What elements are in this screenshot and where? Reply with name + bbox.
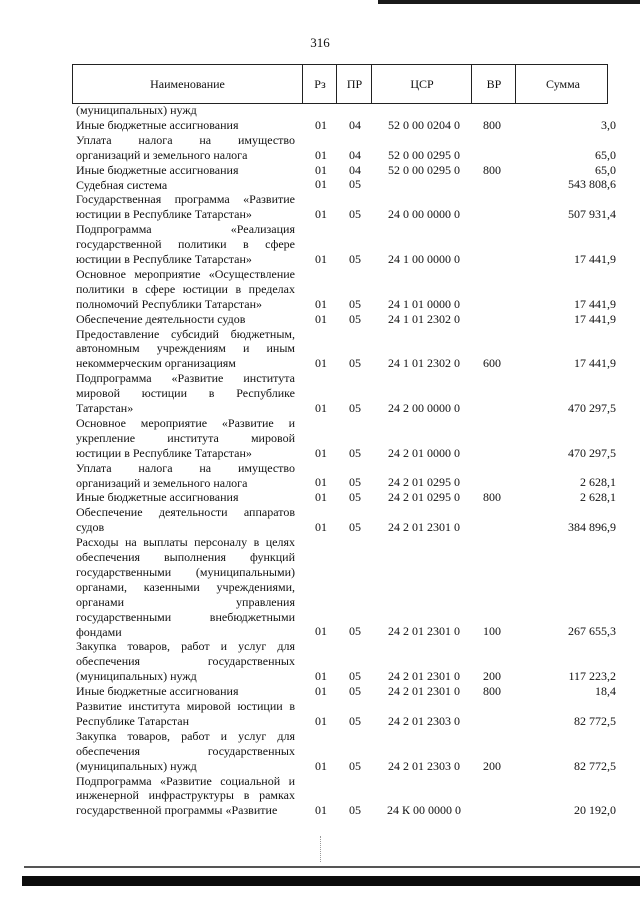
row-pr: 04: [349, 147, 361, 162]
row-name-line: (муниципальных) нужд: [76, 669, 197, 684]
row-csr: 52 0 00 0204 0: [388, 117, 460, 132]
row-name-line: инженерной инфраструктуры в рамках: [76, 788, 295, 803]
row-vr: 800: [483, 490, 501, 505]
row-csr: 24 2 01 2301 0: [388, 669, 460, 684]
table-row: [76, 699, 616, 729]
row-name-line: Иные бюджетные ассигнования: [76, 490, 239, 505]
row-sum: 17 441,9: [574, 296, 616, 311]
row-rz: 01: [315, 669, 327, 684]
row-name-line: фондами: [76, 624, 122, 639]
row-vr: 800: [483, 684, 501, 699]
row-csr: 24 2 01 0295 0: [388, 475, 460, 490]
row-name: [76, 103, 295, 118]
row-pr: 05: [349, 713, 361, 728]
row-name-line: судов: [76, 520, 105, 535]
row-csr: 52 0 00 0295 0: [388, 147, 460, 162]
row-pr: 05: [349, 684, 361, 699]
header-name: Наименование: [150, 77, 225, 91]
table-row: [76, 267, 616, 312]
table-row: [76, 192, 616, 222]
row-name: [76, 312, 295, 327]
table-header: [72, 64, 608, 104]
row-name-line: государственными внебюджетными: [76, 609, 295, 624]
row-name-line: государственными (муниципальными): [76, 564, 295, 579]
table-row: [76, 178, 616, 193]
row-rz: 01: [315, 445, 327, 460]
row-name: [76, 461, 295, 491]
row-pr: 05: [349, 490, 361, 505]
row-sum: 18,4: [595, 684, 616, 699]
row-pr: 04: [349, 162, 361, 177]
row-name: [76, 133, 295, 163]
row-name-line: Уплата налога на имущество: [76, 132, 295, 147]
table-row: [76, 461, 616, 491]
row-name-line: автономным учреждениям и иным: [76, 341, 295, 356]
row-rz: 01: [315, 400, 327, 415]
row-sum: 267 655,3: [568, 624, 616, 639]
row-csr: 24 1 01 0000 0: [388, 296, 460, 311]
row-name-line: Обеспечение деятельности аппаратов: [76, 505, 295, 520]
row-pr: 05: [349, 400, 361, 415]
row-name: [76, 192, 295, 222]
row-name: [76, 178, 295, 193]
row-name: [76, 118, 295, 133]
row-sum: 2 628,1: [580, 475, 616, 490]
row-name-line: Подпрограмма «Развитие социальной и: [76, 773, 295, 788]
row-rz: 01: [315, 207, 327, 222]
table-row: [76, 118, 616, 133]
row-name: [76, 505, 295, 535]
row-name-line: Республике Татарстан: [76, 713, 190, 728]
row-sum: 82 772,5: [574, 713, 616, 728]
row-rz: 01: [315, 162, 327, 177]
row-name-line: Уплата налога на имущество: [76, 460, 295, 475]
row-name-line: обеспечения государственных: [76, 743, 295, 758]
row-name-line: Иные бюджетные ассигнования: [76, 117, 239, 132]
row-name-line: органами управления: [76, 594, 295, 609]
row-rz: 01: [315, 624, 327, 639]
row-name: [76, 684, 295, 699]
row-name-line: политики в сфере юстиции в пределах: [76, 281, 295, 296]
row-csr: 24 1 01 2302 0: [388, 356, 460, 371]
header-vr: ВР: [471, 65, 516, 103]
row-name-line: организаций и земельного налога: [76, 475, 248, 490]
row-name-line: (муниципальных) нужд: [76, 103, 197, 117]
row-csr: 24 0 00 0000 0: [388, 207, 460, 222]
row-pr: 05: [349, 445, 361, 460]
header-rz: Рз: [302, 65, 337, 103]
row-name-line: государственной политики в сфере: [76, 237, 295, 252]
row-name-line: Предоставление субсидий бюджетным,: [76, 326, 295, 341]
row-name: [76, 163, 295, 178]
row-name-line: Основное мероприятие «Осуществление: [76, 266, 295, 281]
row-name-line: Обеспечение деятельности судов: [76, 311, 246, 326]
table-row: [76, 371, 616, 416]
row-name-line: (муниципальных) нужд: [76, 758, 197, 773]
row-name: [76, 535, 295, 639]
row-pr: 05: [349, 520, 361, 535]
row-sum: 384 896,9: [568, 520, 616, 535]
row-name-line: Развитие института мировой юстиции в: [76, 699, 295, 713]
row-pr: 05: [349, 296, 361, 311]
header-csr: ЦСР: [371, 65, 472, 103]
header-pr: ПР: [336, 65, 372, 103]
row-vr: 800: [483, 162, 501, 177]
row-name: [76, 327, 295, 372]
bottom-edge-bar: [22, 876, 640, 886]
row-sum: 65,0: [595, 147, 616, 162]
row-name-line: Закупка товаров, работ и услуг для: [76, 639, 295, 654]
table-row: [76, 684, 616, 699]
row-vr: 100: [483, 624, 501, 639]
row-sum: 3,0: [601, 117, 616, 132]
row-sum: 470 297,5: [568, 445, 616, 460]
row-sum: 507 931,4: [568, 207, 616, 222]
header-sum: Сумма: [515, 65, 610, 103]
row-name-line: мировой юстиции в Республике: [76, 386, 295, 401]
table-row: [76, 133, 616, 163]
row-rz: 01: [315, 490, 327, 505]
row-csr: 24 2 01 0295 0: [388, 490, 460, 505]
row-sum: 20 192,0: [574, 803, 616, 818]
row-name-line: некоммерческим организациям: [76, 356, 236, 371]
row-name: [76, 774, 295, 819]
row-rz: 01: [315, 311, 327, 326]
row-csr: 24 2 01 2301 0: [388, 520, 460, 535]
row-csr: 24 2 01 2301 0: [388, 684, 460, 699]
row-name-line: Основное мероприятие «Развитие и: [76, 415, 295, 430]
row-vr: 800: [483, 117, 501, 132]
row-csr: 24 1 01 2302 0: [388, 311, 460, 326]
row-name-line: Расходы на выплаты персоналу в целях: [76, 535, 295, 550]
table-row: [76, 103, 616, 118]
row-sum: 65,0: [595, 162, 616, 177]
row-csr: 24 К 00 0000 0: [386, 803, 461, 818]
row-name: [76, 222, 295, 267]
row-rz: 01: [315, 147, 327, 162]
row-sum: 17 441,9: [574, 251, 616, 266]
row-name-line: юстиции в Республике Татарстан»: [76, 252, 252, 266]
row-name-line: Иные бюджетные ассигнования: [76, 162, 239, 177]
row-csr: 24 1 00 0000 0: [388, 251, 460, 266]
row-name-line: Подпрограмма «Развитие института: [76, 371, 295, 386]
row-rz: 01: [315, 251, 327, 266]
row-pr: 05: [349, 475, 361, 490]
row-sum: 82 772,5: [574, 758, 616, 773]
row-rz: 01: [315, 117, 327, 132]
top-edge-bar: [378, 0, 640, 4]
row-pr: 05: [349, 669, 361, 684]
row-name: [76, 639, 295, 684]
row-name-line: Иные бюджетные ассигнования: [76, 684, 239, 699]
row-name-line: обеспечения государственных: [76, 654, 295, 669]
row-vr: 600: [483, 356, 501, 371]
page-number: 316: [310, 35, 330, 50]
table-row: [76, 639, 616, 684]
row-pr: 05: [349, 177, 361, 192]
bottom-thin-bar: [24, 866, 640, 868]
row-csr: 24 2 01 2303 0: [388, 758, 460, 773]
row-rz: 01: [315, 356, 327, 371]
table-row: [76, 535, 616, 639]
row-name: [76, 699, 295, 729]
row-rz: 01: [315, 713, 327, 728]
row-csr: 24 2 01 0000 0: [388, 445, 460, 460]
row-pr: 05: [349, 311, 361, 326]
row-rz: 01: [315, 520, 327, 535]
table-row: [76, 774, 616, 819]
row-csr: 24 2 01 2301 0: [388, 624, 460, 639]
row-rz: 01: [315, 803, 327, 818]
row-sum: 470 297,5: [568, 400, 616, 415]
row-rz: 01: [315, 758, 327, 773]
row-name-line: организаций и земельного налога: [76, 147, 248, 162]
row-name: [76, 371, 295, 416]
row-pr: 05: [349, 803, 361, 818]
row-name: [76, 267, 295, 312]
row-sum: 117 223,2: [568, 669, 616, 684]
table-row: [76, 327, 616, 372]
row-sum: 17 441,9: [574, 311, 616, 326]
row-name-line: Судебная система: [76, 177, 168, 192]
row-name: [76, 490, 295, 505]
row-sum: 17 441,9: [574, 356, 616, 371]
row-name: [76, 416, 295, 461]
table-row: [76, 505, 616, 535]
row-rz: 01: [315, 177, 327, 192]
row-csr: 24 2 00 0000 0: [388, 400, 460, 415]
scan-artifact-line: [320, 836, 322, 862]
table-row: [76, 163, 616, 178]
row-pr: 04: [349, 117, 361, 132]
table-row: [76, 222, 616, 267]
row-sum: 543 808,6: [568, 177, 616, 192]
row-csr: 52 0 00 0295 0: [388, 162, 460, 177]
row-name-line: укрепление института мировой: [76, 430, 295, 445]
row-name-line: органами, казенными учреждениями,: [76, 579, 295, 594]
row-name-line: юстиции в Республике Татарстан»: [76, 207, 252, 222]
row-name-line: Государственная программа «Развитие: [76, 192, 295, 207]
row-name-line: Татарстан»: [76, 401, 134, 415]
row-name: [76, 729, 295, 774]
row-vr: 200: [483, 669, 501, 684]
row-name-line: юстиции в Республике Татарстан»: [76, 445, 252, 460]
row-name-line: Закупка товаров, работ и услуг для: [76, 728, 295, 743]
row-name-line: полномочий Республики Татарстан»: [76, 296, 263, 311]
row-pr: 05: [349, 356, 361, 371]
row-pr: 05: [349, 624, 361, 639]
table-row: [76, 416, 616, 461]
row-rz: 01: [315, 475, 327, 490]
row-name-line: государственной программы «Развитие: [76, 803, 278, 818]
row-pr: 05: [349, 758, 361, 773]
row-pr: 05: [349, 251, 361, 266]
row-pr: 05: [349, 207, 361, 222]
row-name-line: Подпрограмма «Реализация: [76, 222, 295, 237]
table-row: [76, 490, 616, 505]
row-rz: 01: [315, 684, 327, 699]
row-sum: 2 628,1: [580, 490, 616, 505]
row-csr: 24 2 01 2303 0: [388, 713, 460, 728]
row-rz: 01: [315, 296, 327, 311]
table-row: [76, 312, 616, 327]
row-name-line: обеспечения выполнения функций: [76, 550, 295, 564]
table-row: [76, 729, 616, 774]
row-vr: 200: [483, 758, 501, 773]
